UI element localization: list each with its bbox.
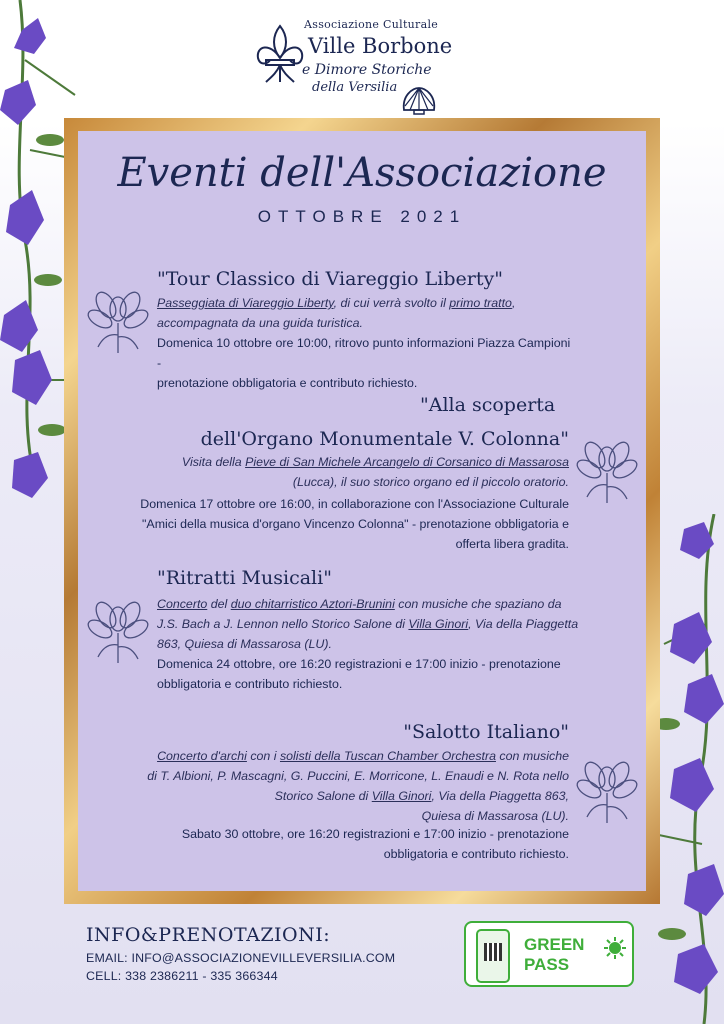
logo-line-1: Associazione Culturale [304,18,439,31]
event-1-walk-link[interactable]: Passeggiata di Viareggio Liberty [157,296,334,310]
virus-icon [604,937,626,959]
event-3-concert-link[interactable]: Concerto [157,597,208,611]
event-1-first-part-link[interactable]: primo tratto [449,296,512,310]
event-3-description [157,594,581,654]
event-1-desc-text: , di cui verrà svolto il [333,296,450,310]
event-4-info-line-2: obbligatoria e contributo richiesto. [383,847,569,861]
page-subtitle: OTTOBRE 2021 [257,207,467,226]
flower-sketch-icon [86,585,150,665]
event-1-info-line-1: Domenica 10 ottobre ore 10:00, ritrovo punto informazioni Piazza Campioni - [157,336,571,370]
event-1-desc-guide: accompagnata da una guida turistica. [157,316,363,330]
event-2-church-link[interactable]: Pieve di San Michele Arcangelo di Corsanico di Massarosa [245,455,569,469]
logo-line-2: Ville Borbone [308,34,453,58]
green-pass-line-1: GREEN [524,935,585,954]
event-2-desc-organ: (Lucca), il suo storico organo ed il piccolo oratorio. [292,475,569,489]
event-2-info-line-2: "Amici della musica d'organo Vincenzo Colonna" - prenotazione obbligatoria e [142,517,569,531]
page-title: Eventi dell'Associazione [117,150,607,196]
event-3-info-line-1: Domenica 24 ottobre, ore 16:20 registrazioni e 17:00 inizio - prenotazione [157,657,561,671]
flower-sketch-icon [86,275,150,355]
phone-icon [476,929,510,983]
event-2-info-line-1: Domenica 17 ottobre ore 16:00, in collaborazione con l'Associazione Culturale [140,497,569,511]
contact-phone[interactable]: CELL: 338 2386211 - 335 366344 [86,969,278,983]
scallop-shell-icon [400,86,438,116]
event-3-title: "Ritratti Musicali" [157,567,332,589]
event-3-desc-bach: J.S. Bach a J. Lennon nello Storico Salone di [157,617,409,631]
qr-code-icon [484,943,502,961]
event-2-info [80,494,569,554]
event-1-info [157,333,577,393]
event-1-title: "Tour Classico di Viareggio Liberty" [157,268,503,290]
info-heading: INFO&PRENOTAZIONI: [86,924,331,946]
event-4-desc-composers: di T. Albioni, P. Mascagni, G. Puccini, E. Morricone, L. Enaudi e N. Rota nello [147,769,569,783]
event-4-title: "Salotto Italiano" [403,721,569,743]
flower-sketch-icon [575,745,639,825]
logo-line-4: della Versilia [312,80,398,95]
green-pass-badge [464,921,634,987]
event-3-info [157,654,587,694]
association-logo [250,10,480,110]
event-1-description [157,293,569,333]
event-3-info-line-2: obbligatoria e contributo richiesto. [157,677,343,691]
green-pass-line-2: PASS [524,955,570,974]
logo-line-3: e Dimore Storiche [302,62,432,78]
event-2-desc-text: Visita della [181,455,246,469]
flower-sketch-icon [575,425,639,505]
event-4-desc-music: con musiche [495,749,569,763]
event-1-desc-comma: , [511,296,516,310]
event-3-duo-link[interactable]: duo chitarristico Aztori-Brunini [230,597,395,611]
event-4-villa-link[interactable]: Villa Ginori [371,789,432,803]
event-1-info-line-2: prenotazione obbligatoria e contributo richiesto. [157,376,418,390]
fleur-de-lis-icon [252,22,308,86]
event-4-soloists-link[interactable]: solisti della Tuscan Chamber Orchestra [279,749,496,763]
event-4-concert-link[interactable]: Concerto d'archi [157,749,247,763]
event-4-description [90,746,569,826]
event-3-desc-address: 863, Quiesa di Massarosa (LU). [157,637,332,651]
event-4-desc-address: Quiesa di Massarosa (LU). [421,809,569,823]
event-3-desc-music: con musiche che spaziano da [394,597,562,611]
event-4-desc-salone: Storico Salone di [274,789,372,803]
event-4-info [100,824,569,864]
event-3-villa-link[interactable]: Villa Ginori [408,617,469,631]
contact-email[interactable]: EMAIL: INFO@ASSOCIAZIONEVILLEVERSILIA.COM [86,951,396,965]
event-3-desc-del: del [207,597,231,611]
event-2-title-line-1: "Alla scoperta [420,394,556,416]
event-3-desc-street: , Via della Piaggetta [468,617,579,631]
event-4-info-line-1: Sabato 30 ottobre, ore 16:20 registrazioni e 17:00 inizio - prenotazione [181,827,569,841]
event-2-info-line-3: offerta libera gradita. [455,537,569,551]
event-2-description [100,452,569,492]
event-4-desc-con: con i [246,749,280,763]
event-4-desc-street: , Via della Piaggetta 863, [431,789,569,803]
event-2-title-line-2: dell'Organo Monumentale V. Colonna" [200,428,569,450]
